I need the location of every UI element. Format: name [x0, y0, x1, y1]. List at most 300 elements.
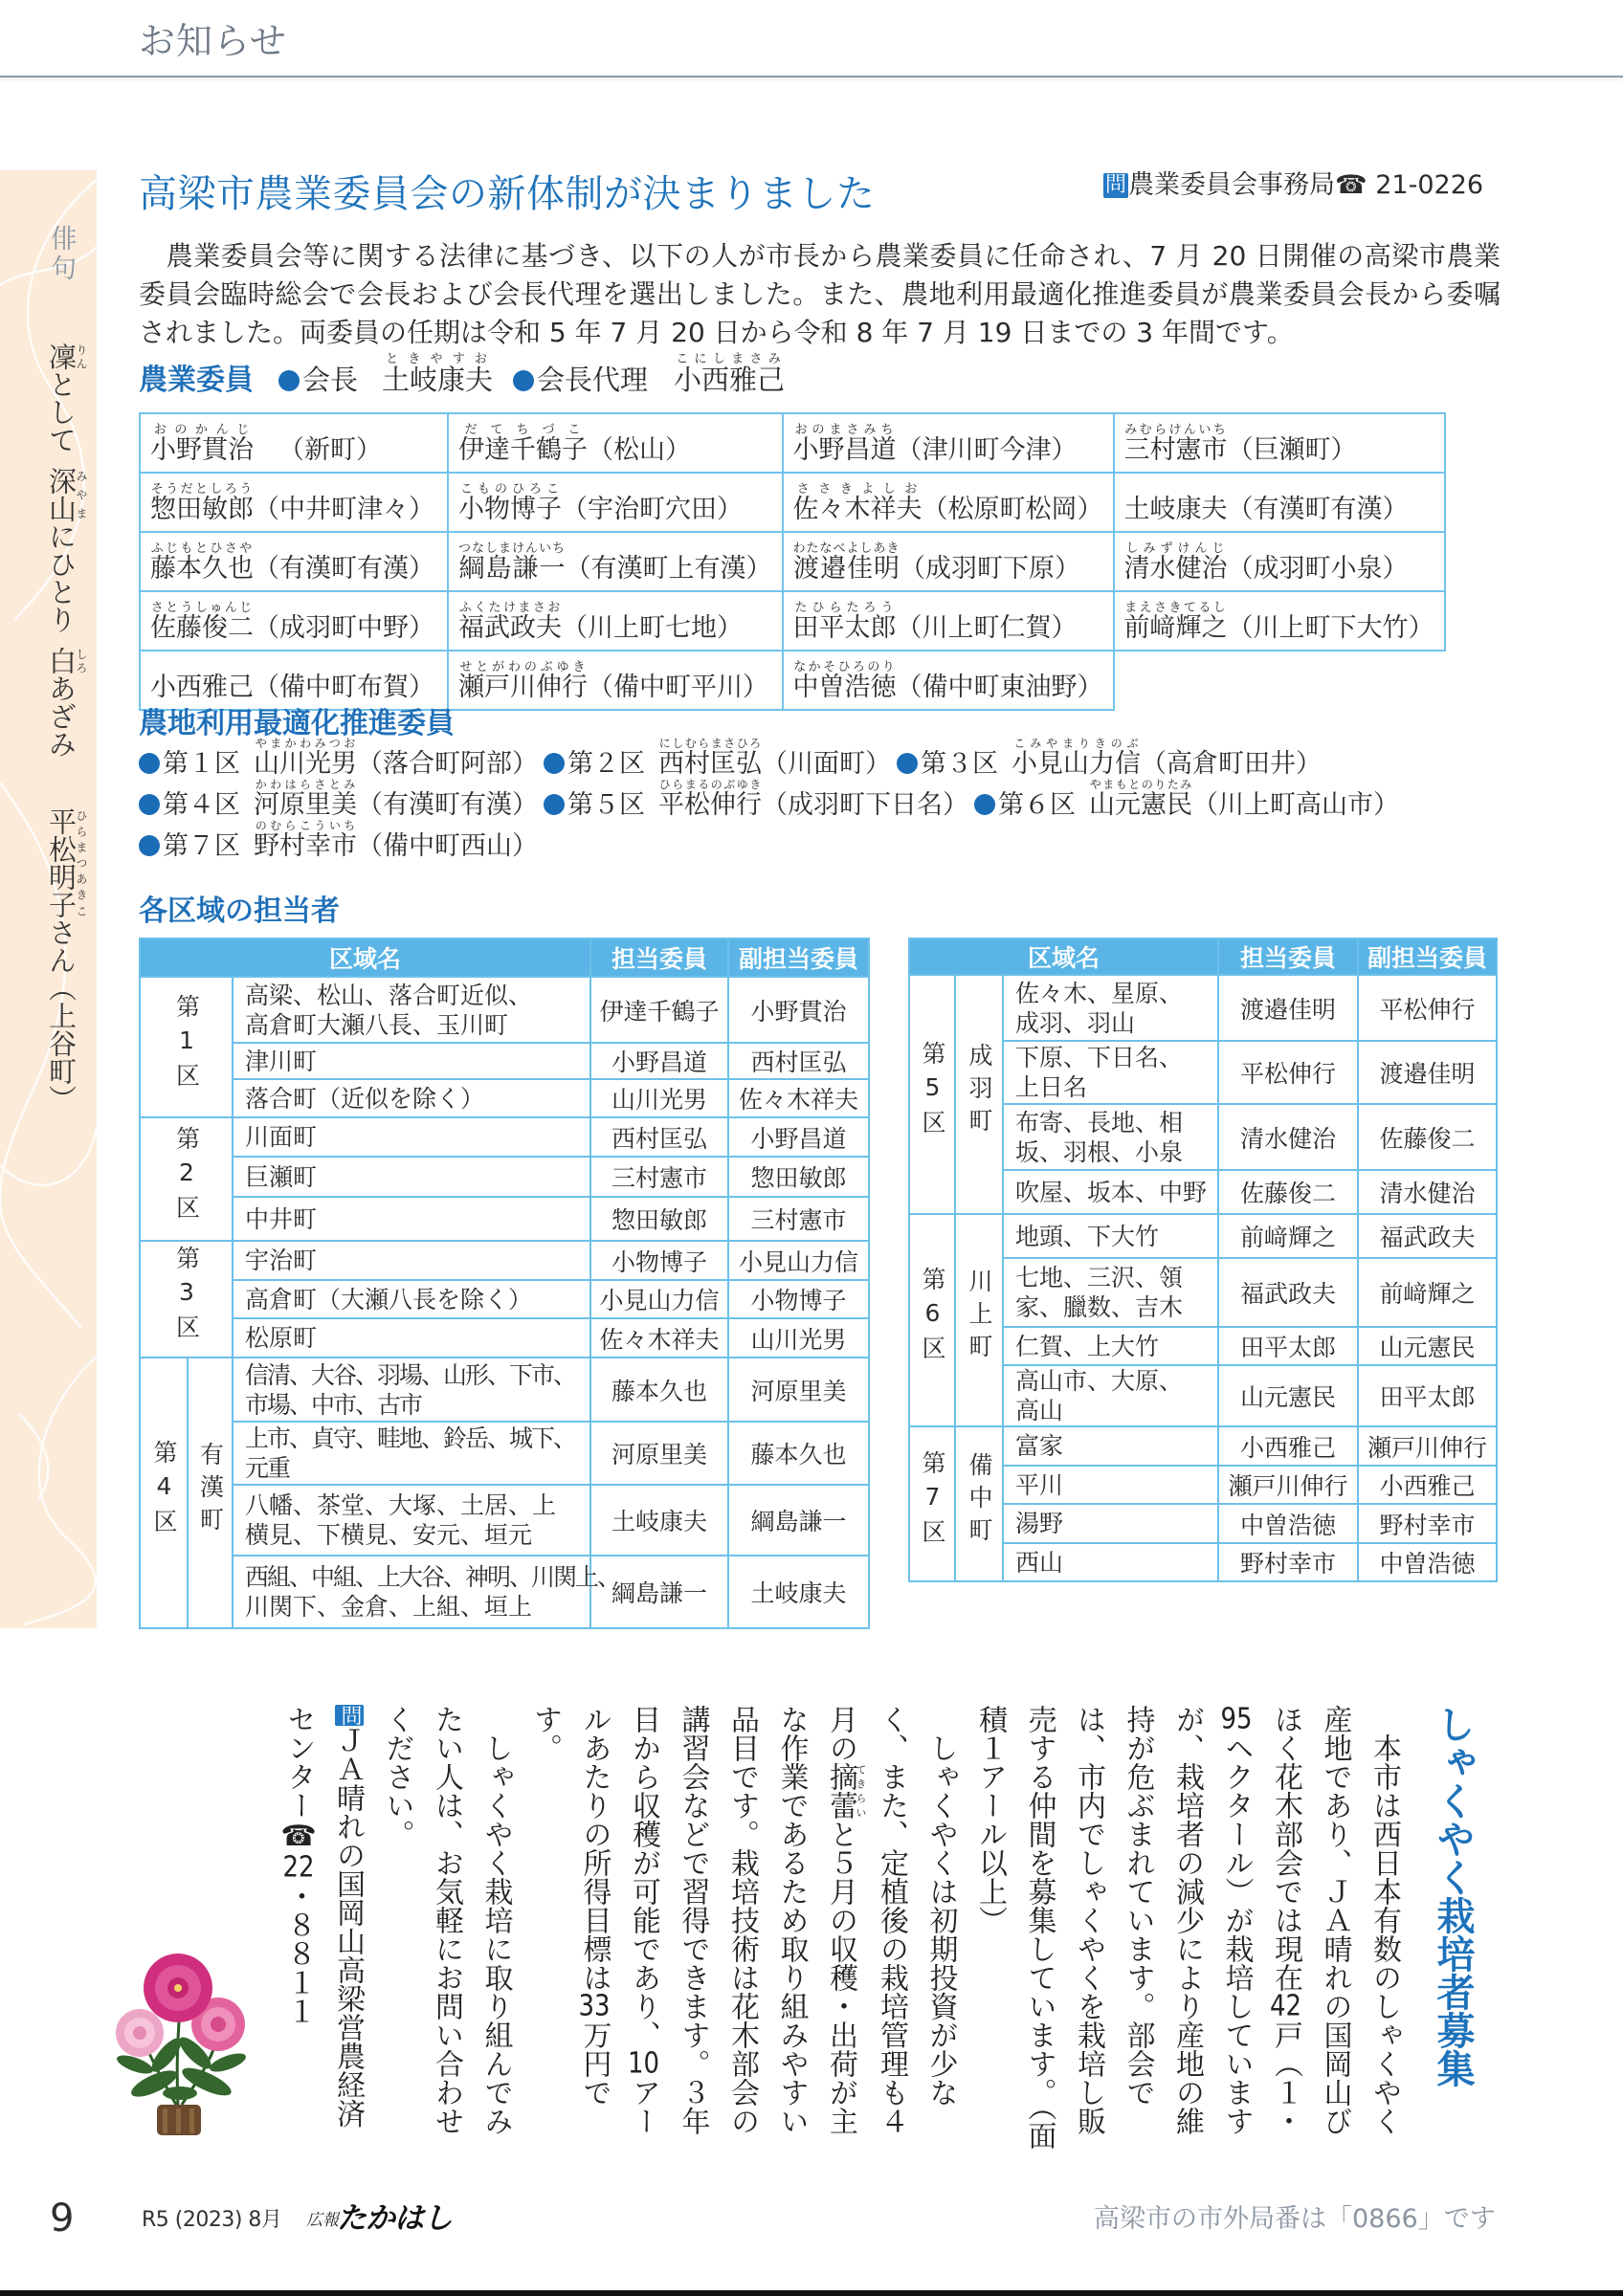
sub-member-cell: 土岐康夫 — [728, 1556, 869, 1628]
table-row — [140, 1241, 869, 1280]
text-column: は、市内でしゃくやくを栽培し販 — [1072, 1705, 1105, 2135]
text-column: しゃくやくは初期投資が少な — [923, 1705, 958, 2107]
sub-member-cell: 前﨑輝之 — [1358, 1258, 1497, 1327]
haiku-word — [45, 342, 88, 370]
area-line: 宇治町 — [245, 1247, 318, 1274]
text-column: な作業であるため取り組みやすい — [774, 1705, 809, 2135]
main-member-cell: 伊達千鶴子 — [590, 977, 728, 1043]
table-row — [140, 413, 1445, 473]
member-area: （松山） — [588, 435, 691, 465]
member-cell — [140, 473, 448, 532]
member-area: （高倉町田井） — [1141, 749, 1322, 779]
member-name-text: 小野昌道 — [792, 435, 897, 465]
text-column: す。 — [528, 1705, 562, 1762]
table-row — [140, 1157, 869, 1197]
member-name — [1123, 601, 1228, 643]
sub-member-cell: 小西雅己 — [1358, 1466, 1497, 1504]
text-column: 本市は西日本有数のしゃくやく — [1367, 1705, 1401, 2135]
table-row — [140, 1043, 869, 1079]
main-member-cell: 惣田敏郎 — [590, 1197, 728, 1241]
committee-heading: 農業委員 — [139, 364, 254, 397]
area-cell — [233, 1197, 590, 1241]
text-column — [619, 1705, 669, 2164]
member-name-text: 山川光男 — [254, 749, 357, 779]
haiku-author — [44, 807, 87, 1113]
assignments-table-right — [908, 938, 1498, 1582]
issue-date: R5 (2023) 8月 — [142, 2208, 282, 2232]
member-area: （宇治町穴田） — [562, 495, 743, 524]
area-cell — [1003, 1041, 1218, 1104]
promotion-line — [139, 778, 1405, 819]
chair-label-text: 会長 — [302, 364, 359, 396]
sub-member-cell: 中曽浩徳 — [1358, 1543, 1497, 1581]
member-cell — [1114, 532, 1445, 591]
member-reading: やまかわみつお — [254, 737, 357, 750]
page-number: 9 — [50, 2197, 75, 2241]
district-label: 第4区 — [150, 1439, 178, 1541]
member-cell — [448, 473, 783, 532]
town-cell — [188, 1358, 233, 1628]
member-name — [792, 423, 897, 465]
area-cell — [1003, 1214, 1218, 1258]
member-area: （成羽町下日名） — [762, 790, 968, 820]
member-reading: こものひろこ — [458, 482, 562, 497]
member-area: （落合町阿部） — [357, 749, 538, 779]
member-reading: にしむらまさひろ — [658, 737, 762, 750]
promotion-heading: 農地利用最適化推進委員 — [139, 707, 455, 740]
member-area: （有漢町有漢） — [254, 554, 434, 584]
main-member-cell: 田平太郎 — [1218, 1327, 1358, 1365]
sub-member-cell: 小物博子 — [728, 1280, 869, 1318]
area-line: 松原町 — [245, 1324, 318, 1352]
column-header-main: 担当委員 — [590, 938, 728, 977]
phone-prefix: 22 — [282, 1853, 315, 1882]
member-area: （松原町松岡） — [922, 495, 1103, 524]
district-label: 第４区 — [163, 790, 240, 820]
member-name-text: 西村匡弘 — [658, 749, 762, 779]
sub-member-cell: 惣田敏郎 — [728, 1157, 869, 1197]
district-label: 第6区 — [919, 1267, 946, 1368]
member-name — [792, 601, 897, 643]
table-row — [140, 1280, 869, 1318]
member-cell — [783, 473, 1114, 532]
haiku-label: 俳句 — [46, 225, 76, 284]
member-name-text: 田平太郎 — [792, 613, 897, 643]
chair-name-text: 土岐康夫 — [382, 364, 494, 396]
area-cell — [1003, 1466, 1218, 1504]
promotion-member — [544, 778, 968, 826]
area-line: 西組、中組、上大谷、神明、川関上、 — [245, 1563, 620, 1591]
member-name — [1012, 737, 1141, 779]
haiku-kanji: 凜 — [45, 342, 78, 370]
text-column: が、栽培者の減少により産地の維 — [1170, 1705, 1204, 2135]
member-name — [150, 423, 254, 465]
sub-member-cell: 綱島謙一 — [728, 1485, 869, 1556]
member-area: （成羽町中野） — [254, 613, 434, 643]
column-header-sub: 副担当委員 — [728, 938, 869, 977]
table-row — [140, 1197, 869, 1241]
member-name — [458, 660, 588, 702]
area-cell — [1003, 1258, 1218, 1327]
town-label: 備中町 — [966, 1452, 993, 1550]
number-segment: 10 — [628, 2049, 659, 2078]
author-name — [45, 807, 88, 918]
town-cell — [955, 975, 1003, 1214]
main-member-cell: 小見山力信 — [590, 1280, 728, 1318]
bullet-icon — [544, 794, 565, 815]
vice-name-text: 小西雅己 — [674, 364, 786, 396]
haiku-kanji: 深山 — [45, 467, 78, 522]
area-line: 落合町（近似を除く） — [245, 1084, 485, 1113]
district-cell — [909, 1214, 955, 1426]
district-label: 第3区 — [172, 1246, 201, 1347]
shakuyaku-article — [274, 1705, 1481, 2164]
area-line: 上日名 — [1015, 1073, 1088, 1101]
article-title: 高梁市農業委員会の新体制が決まりました — [139, 172, 876, 216]
main-member-cell: 綱島謙一 — [590, 1556, 728, 1628]
number-segment: 33 — [578, 1992, 611, 2020]
member-name-text: 野村幸市 — [254, 831, 357, 861]
member-area: （備中町西山） — [357, 831, 538, 861]
publication-prefix: 広報 — [306, 2211, 339, 2230]
member-name — [1124, 495, 1228, 524]
district-label: 第７区 — [163, 831, 240, 861]
intro-line: されました。両委員の任期は令和 5 年 7 月 20 日から令和 8 年 7 月 19 日までの 3 年間です。 — [139, 317, 1294, 348]
sub-member-cell: 瀬戸川伸行 — [1358, 1426, 1497, 1466]
promotion-member — [139, 819, 538, 867]
main-member-cell: 前﨑輝之 — [1218, 1214, 1358, 1258]
committee-heading-row — [139, 352, 785, 400]
promotion-line — [139, 737, 1405, 778]
main-member-cell: 西村匡弘 — [590, 1117, 728, 1157]
area-cell — [1003, 1426, 1218, 1466]
shakuyaku-title: しゃくやく栽培者募集 — [1431, 1705, 1475, 2087]
member-name-text: 小西雅己 — [150, 673, 254, 702]
section-title: お知らせ — [139, 20, 287, 62]
table-row — [140, 1117, 869, 1157]
area-line: 高山市、大原、 — [1015, 1367, 1184, 1395]
table-header-row — [140, 938, 869, 977]
member-name — [1123, 541, 1228, 584]
intro-line: 農業委員会等に関する法律に基づき、以下の人が市長から農業委員に任命され、7 月 20 日開催の高梁市農業 — [139, 240, 1501, 272]
promotion-members — [139, 737, 1405, 860]
number-segment: 42 — [1270, 1992, 1301, 2020]
assignments-heading: 各区域の担当者 — [139, 894, 340, 928]
vice-reading: こにしまさみ — [674, 352, 786, 366]
member-reading: たひらたろう — [792, 601, 897, 615]
bullet-icon — [139, 794, 160, 815]
district-cell — [140, 1358, 188, 1628]
main-member-cell: 小西雅己 — [1218, 1426, 1358, 1466]
contact-office: 農業委員会事務局 — [1128, 170, 1336, 200]
chair-label — [278, 359, 358, 398]
member-reading: せとがわのぶゆき — [458, 660, 588, 674]
area-line: 高倉町（大瀬八長を除く） — [245, 1285, 533, 1314]
area-cell — [233, 1318, 590, 1358]
text-segment: ルあたりの所得目標は — [577, 1705, 611, 1992]
bullet-icon — [544, 753, 565, 774]
text-segment: ほく花木部会では現在 — [1269, 1705, 1302, 1992]
area-cell — [233, 1079, 590, 1117]
text-column: 講習会などで習得できます。３年 — [676, 1705, 710, 2135]
member-reading: ふじもとひさや — [150, 541, 254, 556]
text-column: しゃくやく栽培に取り組んでみ — [478, 1705, 513, 2135]
member-reading: だてちづこ — [458, 423, 588, 437]
area-line: 川関下、金倉、上組、垣上 — [245, 1593, 533, 1621]
bullet-icon — [513, 370, 534, 391]
member-name-text: 三村憲市 — [1123, 435, 1228, 465]
publication-logo: たかはし — [337, 2201, 452, 2236]
text-column: 積１アール以上） — [973, 1705, 1007, 1934]
vice-chair-label — [513, 359, 648, 398]
member-name — [458, 541, 567, 584]
member-reading: つなしまけんいち — [458, 541, 567, 556]
sub-member-cell: 渡邉佳明 — [1358, 1041, 1497, 1104]
member-name-text: 河原里美 — [254, 790, 357, 820]
member-name-text: 中曽浩徳 — [792, 673, 897, 702]
area-cell — [233, 1043, 590, 1079]
member-cell — [140, 651, 448, 710]
main-member-cell: 佐々木祥夫 — [590, 1318, 728, 1358]
area-cell — [233, 1556, 620, 1628]
table-row — [140, 651, 1445, 710]
text-segment: 万円で — [577, 2020, 611, 2107]
member-reading: ささきよしお — [792, 482, 923, 497]
empty-cell — [1114, 651, 1445, 710]
member-name — [792, 482, 923, 524]
member-name-text: 山元憲民 — [1089, 790, 1192, 820]
member-name-text: 佐々木祥夫 — [792, 495, 923, 524]
member-name-text: 福武政夫 — [458, 613, 562, 643]
member-area: （巨瀬町） — [1227, 435, 1357, 465]
contact-org: ＪＡ晴れの国岡山高梁営農経済 — [331, 1726, 365, 2128]
member-reading: みむらけんいち — [1123, 423, 1228, 437]
town-label: 川上町 — [966, 1269, 993, 1366]
haiku-word — [45, 467, 88, 522]
bullet-icon — [974, 794, 995, 815]
haiku-kana: あざみ — [45, 674, 78, 758]
member-name — [792, 541, 900, 584]
area-line: 下原、下日名、 — [1015, 1044, 1184, 1071]
member-reading: こみやまりきのぶ — [1012, 737, 1141, 750]
sub-member-cell: 福武政夫 — [1358, 1214, 1497, 1258]
member-name — [150, 673, 254, 702]
member-name-text: 藤本久也 — [150, 554, 254, 584]
area-cell — [233, 1280, 590, 1318]
member-name-text: 惣田敏郎 — [150, 495, 254, 524]
area-cell — [1003, 1543, 1218, 1581]
member-reading: おのかんじ — [150, 423, 254, 437]
member-area: （中井町津々） — [254, 495, 434, 524]
text-segment: ヘクタール）が栽培しています — [1219, 1733, 1254, 2135]
member-reading: しみずけんじ — [1123, 541, 1228, 556]
table-row — [140, 977, 869, 1043]
committee-members-table — [139, 412, 1446, 711]
table-header-row — [909, 938, 1497, 975]
area-line: 平川 — [1015, 1470, 1064, 1499]
member-cell — [783, 532, 1114, 591]
main-member-cell: 三村憲市 — [590, 1157, 728, 1197]
author-kanji: 平松明子 — [45, 807, 78, 918]
area-line: 信清、大谷、羽場、山形、下市、 — [245, 1360, 576, 1389]
member-area: （津川町今津） — [896, 435, 1078, 465]
member-area: （備中町布賀） — [254, 673, 434, 702]
member-name — [658, 737, 762, 779]
chair-reading: ときやすお — [382, 352, 494, 366]
member-area: （川上町下大竹） — [1227, 613, 1434, 643]
area-cell — [233, 1157, 590, 1197]
text-segment: 戸（１・ — [1269, 2020, 1302, 2135]
haiku-sidebar — [0, 170, 97, 1628]
member-area: （有漢町上有漢） — [565, 554, 772, 584]
member-area: （備中町東油野） — [896, 673, 1103, 702]
table-row — [140, 1079, 869, 1117]
sub-member-cell: 西村匡弘 — [728, 1043, 869, 1079]
member-cell — [448, 413, 783, 473]
text-column — [816, 1705, 867, 2164]
district-label: 第６区 — [998, 790, 1076, 820]
member-area: （有漢町有漢） — [1227, 495, 1409, 524]
sub-member-cell: 小見山力信 — [728, 1241, 869, 1280]
member-name-text: 小野貫治 — [150, 435, 254, 465]
area-line: 八幡、茶堂、大塚、土居、上 — [245, 1491, 557, 1519]
main-member-cell: 小物博子 — [590, 1241, 728, 1280]
member-name-text: 平松伸行 — [658, 790, 762, 820]
phone-number: ・８８１１ — [281, 1882, 316, 2025]
sub-member-cell: 小野昌道 — [728, 1117, 869, 1157]
district-cell — [909, 975, 955, 1214]
member-reading: ふくたけまさお — [458, 601, 562, 615]
district-label: 第１区 — [163, 749, 240, 779]
member-area: （川上町七地） — [562, 613, 743, 643]
member-cell — [783, 651, 1114, 710]
area-line: 上市、貞守、畦地、鈴岳、城下、 — [245, 1424, 576, 1452]
bullet-icon — [139, 835, 160, 856]
ruby-reading: てきらい — [855, 1762, 867, 1820]
main-member-cell: 佐藤俊二 — [1218, 1170, 1358, 1214]
member-name — [254, 819, 357, 861]
member-name-text: 佐藤俊二 — [150, 613, 254, 643]
sub-member-cell: 山川光男 — [728, 1318, 869, 1358]
sub-member-cell: 田平太郎 — [1358, 1365, 1497, 1426]
text-column: く、また、定植後の栽培管理も４ — [875, 1705, 908, 2135]
area-line: 仁賀、上大竹 — [1015, 1332, 1160, 1360]
member-area: （備中町平川） — [588, 673, 768, 702]
town-label: 有漢町 — [196, 1441, 225, 1539]
member-name-text: 瀬戸川伸行 — [458, 673, 588, 702]
member-reading: おのまさみち — [792, 423, 897, 437]
author-reading: ひらまつあきこ — [75, 807, 88, 918]
article-contact — [1103, 168, 1483, 203]
member-cell — [140, 532, 448, 591]
member-cell — [783, 591, 1114, 651]
text-column — [1212, 1705, 1261, 2164]
member-name-text: 小見山力信 — [1012, 749, 1141, 779]
member-area: （有漢町有漢） — [357, 790, 538, 820]
contact-column — [323, 1705, 373, 2164]
main-member-cell: 清水健治 — [1218, 1104, 1358, 1170]
member-reading: さとうしゅんじ — [150, 601, 254, 615]
table-row — [909, 975, 1497, 1041]
member-reading: やまもとのりたみ — [1089, 778, 1192, 791]
ruby-base: 摘蕾 — [824, 1762, 857, 1820]
area-cell — [233, 1117, 590, 1157]
area-line: 中井町 — [245, 1204, 318, 1233]
main-member-cell: 山川光男 — [590, 1079, 728, 1117]
town-label: 成羽町 — [966, 1043, 993, 1140]
area-cell — [233, 1358, 590, 1422]
area-line: 川面町 — [245, 1123, 318, 1151]
member-reading: のむらこういち — [254, 819, 357, 832]
haiku-reading: りん — [75, 342, 88, 370]
member-name — [254, 737, 357, 779]
member-reading: わたなべよしあき — [792, 541, 900, 556]
member-cell — [140, 591, 448, 651]
table-row — [140, 1422, 869, 1485]
intro-paragraph — [139, 237, 1501, 352]
header-divider — [0, 76, 1623, 77]
table-row — [140, 1318, 869, 1358]
member-reading: かわはらさとみ — [254, 778, 357, 791]
member-name-text: 土岐康夫 — [1123, 495, 1228, 524]
main-member-cell: 河原里美 — [590, 1422, 728, 1485]
member-name-text: 清水健治 — [1123, 554, 1228, 584]
member-area: （川上町仁賀） — [896, 613, 1078, 643]
haiku-text — [44, 342, 87, 758]
haiku-gap — [61, 453, 62, 467]
area-cell — [1003, 1327, 1218, 1365]
member-name — [150, 541, 254, 584]
member-name-text: 前﨑輝之 — [1123, 613, 1228, 643]
area-line: 高梁、松山、落合町近似、 — [245, 981, 533, 1009]
main-member-cell: 渡邉佳明 — [1218, 975, 1358, 1041]
column-header-area: 区域名 — [140, 938, 590, 977]
area-line: 布寄、長地、相 — [1015, 1108, 1184, 1137]
bullet-icon — [139, 753, 160, 774]
haiku-kanji: 白 — [45, 647, 78, 674]
area-line: 地頭、下大竹 — [1015, 1222, 1160, 1250]
member-area: （成羽町小泉） — [1227, 554, 1409, 584]
area-line: 西山 — [1015, 1548, 1064, 1577]
main-member-cell: 福武政夫 — [1218, 1258, 1358, 1327]
contact-column — [274, 1705, 323, 2164]
contact-phone: 21-0226 — [1367, 170, 1484, 200]
district-cell — [140, 1117, 233, 1241]
inquiry-icon: 問 — [1105, 173, 1127, 197]
district-label: 第2区 — [172, 1125, 201, 1227]
haiku-kana: として — [45, 370, 78, 453]
district-cell — [140, 977, 233, 1117]
member-name — [1089, 778, 1192, 820]
area-cell — [233, 977, 590, 1043]
area-cell — [233, 1485, 590, 1556]
member-name-text: 小物博子 — [458, 495, 562, 524]
area-line: 高山 — [1015, 1397, 1064, 1424]
text-segment: 目から収穫が可能であり、 — [627, 1705, 660, 2049]
area-line: 津川町 — [245, 1047, 318, 1075]
author-suffix: さん（上谷町） — [45, 918, 78, 1113]
vice-chair-name — [674, 352, 785, 398]
member-area: （成羽町下原） — [900, 554, 1081, 584]
sub-member-cell: 三村憲市 — [728, 1197, 869, 1241]
area-line: 成羽、羽山 — [1015, 1008, 1136, 1037]
chair-name — [382, 352, 493, 398]
member-reading: そうだとしろう — [150, 482, 254, 497]
table-row — [140, 532, 1445, 591]
area-line: 巨瀬町 — [245, 1162, 318, 1191]
main-member-cell: 瀬戸川伸行 — [1218, 1466, 1358, 1504]
district-label: 第5区 — [919, 1041, 946, 1142]
